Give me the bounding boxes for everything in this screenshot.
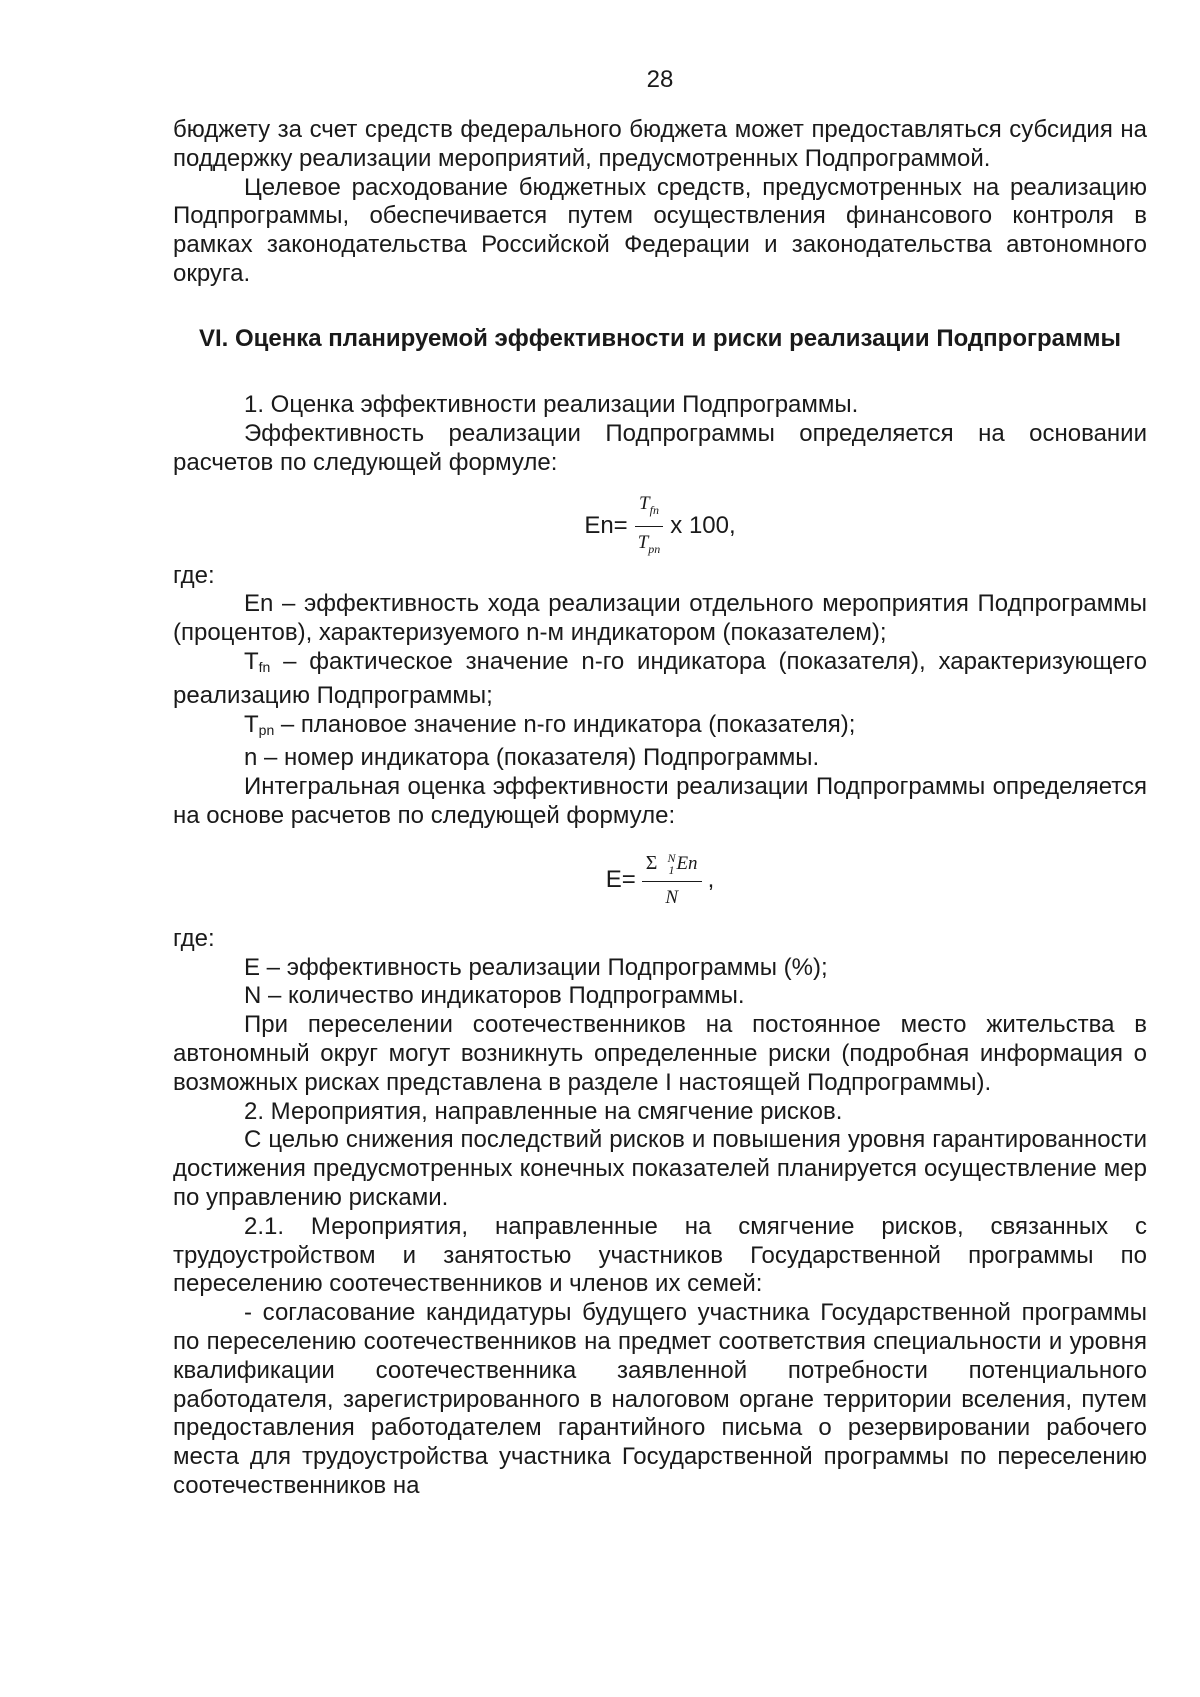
numerator-symbol: T [639, 492, 650, 514]
paragraph: - согласование кандидатуры будущего участника Государственной программы по переселению соотечественников на предмет соответствия специальности и уровня квалификации соотечественника заявленной потребности потенциального работодателя, зарегистрированного в налоговом органе территории вселения, путем предоставления работодателем гарантийного письма о резервировании рабочего места для трудоустройства участника Государственной программы по переселению соотечественников на [173, 1299, 1147, 1499]
formula-fraction [634, 490, 665, 564]
definition-tfn [173, 648, 1147, 711]
formula-rhs: x 100, [670, 512, 736, 540]
sum-symbol: Σ [645, 851, 658, 874]
paragraph: 1. Оценка эффективности реализации Подпрограммы. [244, 391, 859, 419]
paragraph: Эффективность реализации Подпрограммы определяется на основании расчетов по следующей формуле: [173, 420, 1147, 476]
sum-lower: 1 [668, 863, 675, 878]
tfn-text: – фактическое значение n-го индикатора (показателя), характеризующего реализацию Подпрограммы; [173, 648, 1147, 709]
tfn-subscript: fn [258, 659, 271, 676]
paragraph: Целевое расходование бюджетных средств, предусмотренных на реализацию Подпрограммы, обеспечивается путем осуществления финансового контроля в рамках законодательства Российской Федерации и законодательства автономного округа. [173, 173, 1147, 287]
paragraph: При переселении соотечественников на постоянное место жительства в автономный округ могут возникнуть определенные риски (подробная информация о возможных рисках представлена в разделе I настоящей Подпрограммы). [173, 1011, 1147, 1096]
paragraph: Интегральная оценка эффективности реализации Подпрограммы определяется на основе расчетов по следующей формуле: [173, 773, 1147, 830]
numerator-subscript: fn [649, 502, 659, 517]
body-text [173, 116, 1147, 1501]
paragraph: 2. Мероприятия, направленные на смягчение рисков. [244, 1097, 843, 1125]
definition-n: n – номер индикатора (показателя) Подпрограммы. [244, 744, 820, 772]
tpn-text: – плановое значение n-го индикатора (показателя); [274, 710, 856, 738]
where-label: где: [173, 924, 215, 952]
denominator-subscript: pn [648, 542, 661, 557]
paragraph: бюджету за счет средств федерального бюджета может предоставляться субсидия на поддержку реализации мероприятий, предусмотренных Подпрограммой. [173, 116, 1147, 172]
document-page [173, 66, 1147, 1501]
formula2-fraction [642, 849, 702, 913]
sum-upper: N [667, 851, 676, 866]
sum-term: En [676, 852, 698, 874]
where-label: где: [173, 561, 215, 589]
integral-formula [173, 849, 1147, 919]
paragraph: 2.1. Мероприятия, направленные на смягчение рисков, связанных с трудоустройством и занятостью участников Государственной программы по переселению соотечественников и членов их семей: [173, 1212, 1147, 1298]
tpn-symbol: T [244, 710, 259, 738]
definition-n-count: N – количество индикаторов Подпрограммы. [244, 982, 745, 1010]
formula2-lhs: E= [605, 866, 636, 894]
page-number: 28 [646, 66, 674, 93]
section-heading: VI. Оценка планируемой эффективности и риски реализации Подпрограммы [198, 324, 1121, 352]
definition-en: En – эффективность хода реализации отдельного мероприятия Подпрограммы (процентов), характеризуемого n-м индикатором (показателем); [173, 590, 1147, 647]
denominator-symbol: T [637, 532, 649, 554]
formula-lhs: En= [584, 512, 628, 540]
definition-e: E – эффективность реализации Подпрограммы (%); [244, 953, 828, 981]
paragraph: С целью снижения последствий рисков и повышения уровня гарантированности достижения предусмотренных конечных показателей планируется осуществление мер по управлению рисками. [173, 1126, 1147, 1212]
formula2-tail: , [707, 866, 715, 894]
tpn-subscript: pn [258, 721, 275, 738]
sum-limits [667, 852, 675, 876]
definition-tpn [173, 711, 1147, 745]
formula2-denominator: N [665, 886, 679, 908]
efficiency-formula [173, 490, 1147, 556]
tfn-symbol: T [244, 648, 259, 676]
